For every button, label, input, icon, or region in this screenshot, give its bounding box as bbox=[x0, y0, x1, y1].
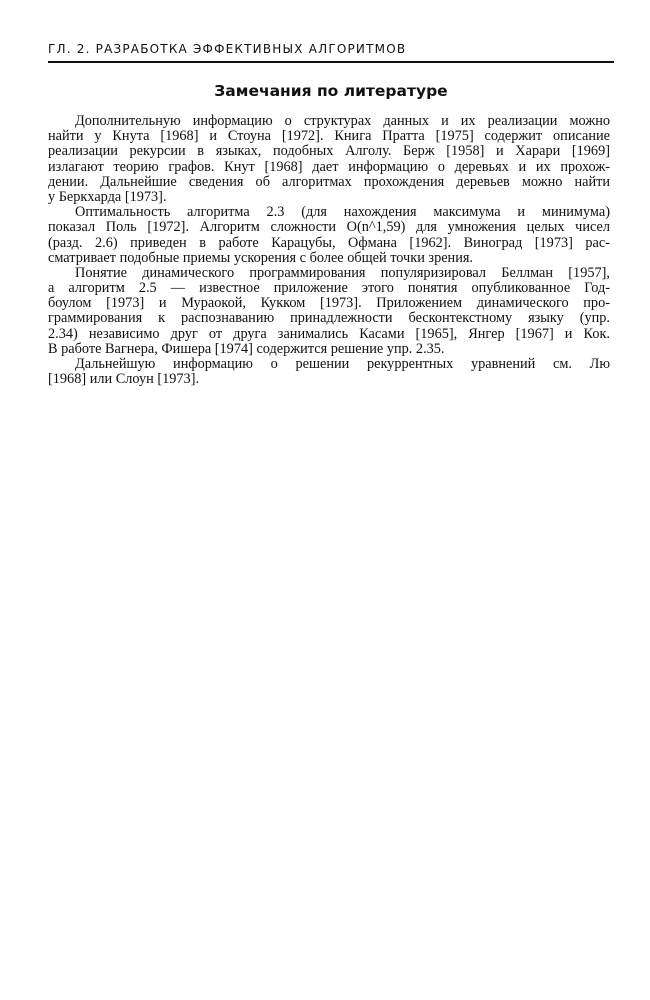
text-line: показал Поль [1972]. Алгоритм сложности O(n^1,59) для умножения целых чисел bbox=[48, 220, 610, 236]
running-head: ГЛ. 2. РАЗРАБОТКА ЭФФЕКТИВНЫХ АЛГОРИТМОВ bbox=[48, 42, 407, 56]
text-line: [1968] или Слоун [1973]. bbox=[48, 372, 200, 388]
body-text bbox=[48, 114, 610, 387]
text-line: Дополнительную информацию о структурах данных и их реализации можно bbox=[75, 114, 610, 129]
header-rule bbox=[48, 61, 614, 63]
text-line: (разд. 2.6) приведен в работе Карацубы, Офмана [1962]. Виноград [1973] рас- bbox=[48, 235, 610, 251]
text-line: В работе Вагнера, Фишера [1974] содержится решение упр. 2.35. bbox=[48, 341, 445, 357]
text-line: Дальнейшую информацию о решении рекуррентных уравнений см. Лю bbox=[75, 357, 610, 372]
text-line: дении. Дальнейшие сведения об алгоритмах прохождения деревьев можно найти bbox=[48, 174, 610, 190]
paragraph-2 bbox=[48, 205, 610, 266]
text-line: у Беркхарда [1973]. bbox=[48, 189, 167, 205]
text-line: а алгоритм 2.5 — известное приложение этого понятия опубликованное Год- bbox=[48, 281, 610, 297]
text-line: Понятие динамического программирования популяризировал Беллман [1957], bbox=[75, 265, 610, 281]
paragraph-3 bbox=[48, 266, 610, 357]
text-line: излагают теорию графов. Кнут [1968] дает информацию о деревьях и их прохож- bbox=[48, 159, 610, 175]
text-line: боулом [1973] и Мураокой, Кукком [1973]. Приложением динамического про- bbox=[48, 296, 610, 312]
paragraph-4 bbox=[48, 357, 610, 387]
text-line: 2.34) независимо друг от друга занимались Касами [1965], Янгер [1967] и Кок. bbox=[48, 326, 610, 342]
text-line: Оптимальность алгоритма 2.3 (для нахождения максимума и минимума) bbox=[75, 205, 610, 221]
text-line: сматривает подобные приемы ускорения с более общей точки зрения. bbox=[48, 250, 474, 266]
text-line: граммирования к распознаванию принадлежности бесконтекстному языку (упр. bbox=[48, 311, 610, 327]
text-line: реализации рекурсии в языках, подобных Алголу. Берж [1958] и Харари [1969] bbox=[48, 144, 610, 160]
section-title: Замечания по литературе bbox=[214, 82, 448, 100]
text-line: найти у Кнута [1968] и Стоуна [1972]. Книга Пратта [1975] содержит описание bbox=[48, 129, 610, 145]
paragraph-1 bbox=[48, 114, 610, 205]
